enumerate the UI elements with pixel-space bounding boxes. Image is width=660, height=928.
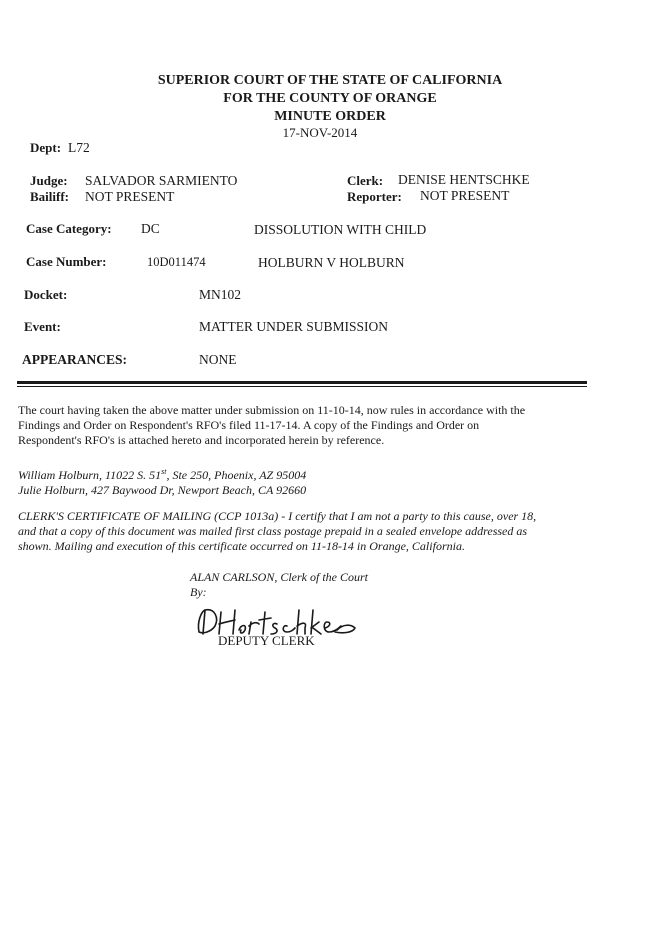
docket-label: Docket: [24,287,68,302]
document-type: MINUTE ORDER [274,109,386,124]
cert-line-3: shown. Mailing and execution of this certificate occurred on 11-18-14 in Orange, California. [18,539,465,553]
event-value: MATTER UNDER SUBMISSION [199,319,389,334]
by-label: By: [190,585,207,599]
case-category-label: Case Category: [26,221,112,236]
case-category-value: DISSOLUTION WITH CHILD [254,222,427,237]
case-title: HOLBURN V HOLBURN [258,255,405,270]
ruling-line-3: Respondent's RFO's is attached hereto and incorporated herein by reference. [18,433,385,447]
judge-label: Judge: [30,173,68,188]
ruling-line-1: The court having taken the above matter under submission on 11-10-14, now rules in accordance with the [18,403,526,417]
ruling-line-2: Findings and Order on Respondent's RFO's filed 11-17-14. A copy of the Findings and Order on [18,418,480,432]
dept-value: L72 [68,140,90,155]
ruling-paragraph [18,403,598,448]
divider-thick [17,381,587,384]
mailing-addresses [18,464,598,498]
case-number-value: 10D011474 [147,255,206,269]
bailiff-label: Bailiff: [30,189,69,204]
clerk-certificate [18,509,598,554]
case-number-label: Case Number: [26,254,107,269]
county-name: FOR THE COUNTY OF ORANGE [223,91,437,106]
address-1-rest: , Ste 250, Phoenix, AZ 95004 [166,468,307,482]
divider-thin [17,386,587,387]
address-1-sup: st [161,467,167,476]
cert-line-2: and that a copy of this document was mailed first class postage prepaid in a sealed envelope addressed as [18,524,528,538]
cert-line-1: CLERK'S CERTIFICATE OF MAILING (CCP 1013a) - I certify that I am not a party to this cause, over 18, [18,509,537,523]
clerk-value: DENISE HENTSCHKE [398,172,530,187]
appearances-label: APPEARANCES: [22,352,128,367]
clerk-of-court: ALAN CARLSON, Clerk of the Court [190,570,369,584]
order-date: 17-NOV-2014 [282,125,358,140]
reporter-value: NOT PRESENT [420,188,510,203]
court-name: SUPERIOR COURT OF THE STATE OF CALIFORNIA [157,73,503,88]
appearances-value: NONE [199,352,237,367]
deputy-clerk-title: DEPUTY CLERK [218,633,315,648]
address-1 [18,464,598,483]
dept-label: Dept: [30,140,62,155]
address-2: Julie Holburn, 427 Baywood Dr, Newport Beach, CA 92660 [18,483,307,497]
case-category-code: DC [141,221,160,236]
docket-value: MN102 [199,287,242,302]
clerk-label: Clerk: [347,173,384,188]
reporter-label: Reporter: [347,189,402,204]
judge-value: SALVADOR SARMIENTO [85,173,238,188]
event-label: Event: [24,319,61,334]
address-1-main: William Holburn, 11022 S. 51 [18,468,162,482]
bailiff-value: NOT PRESENT [85,189,175,204]
